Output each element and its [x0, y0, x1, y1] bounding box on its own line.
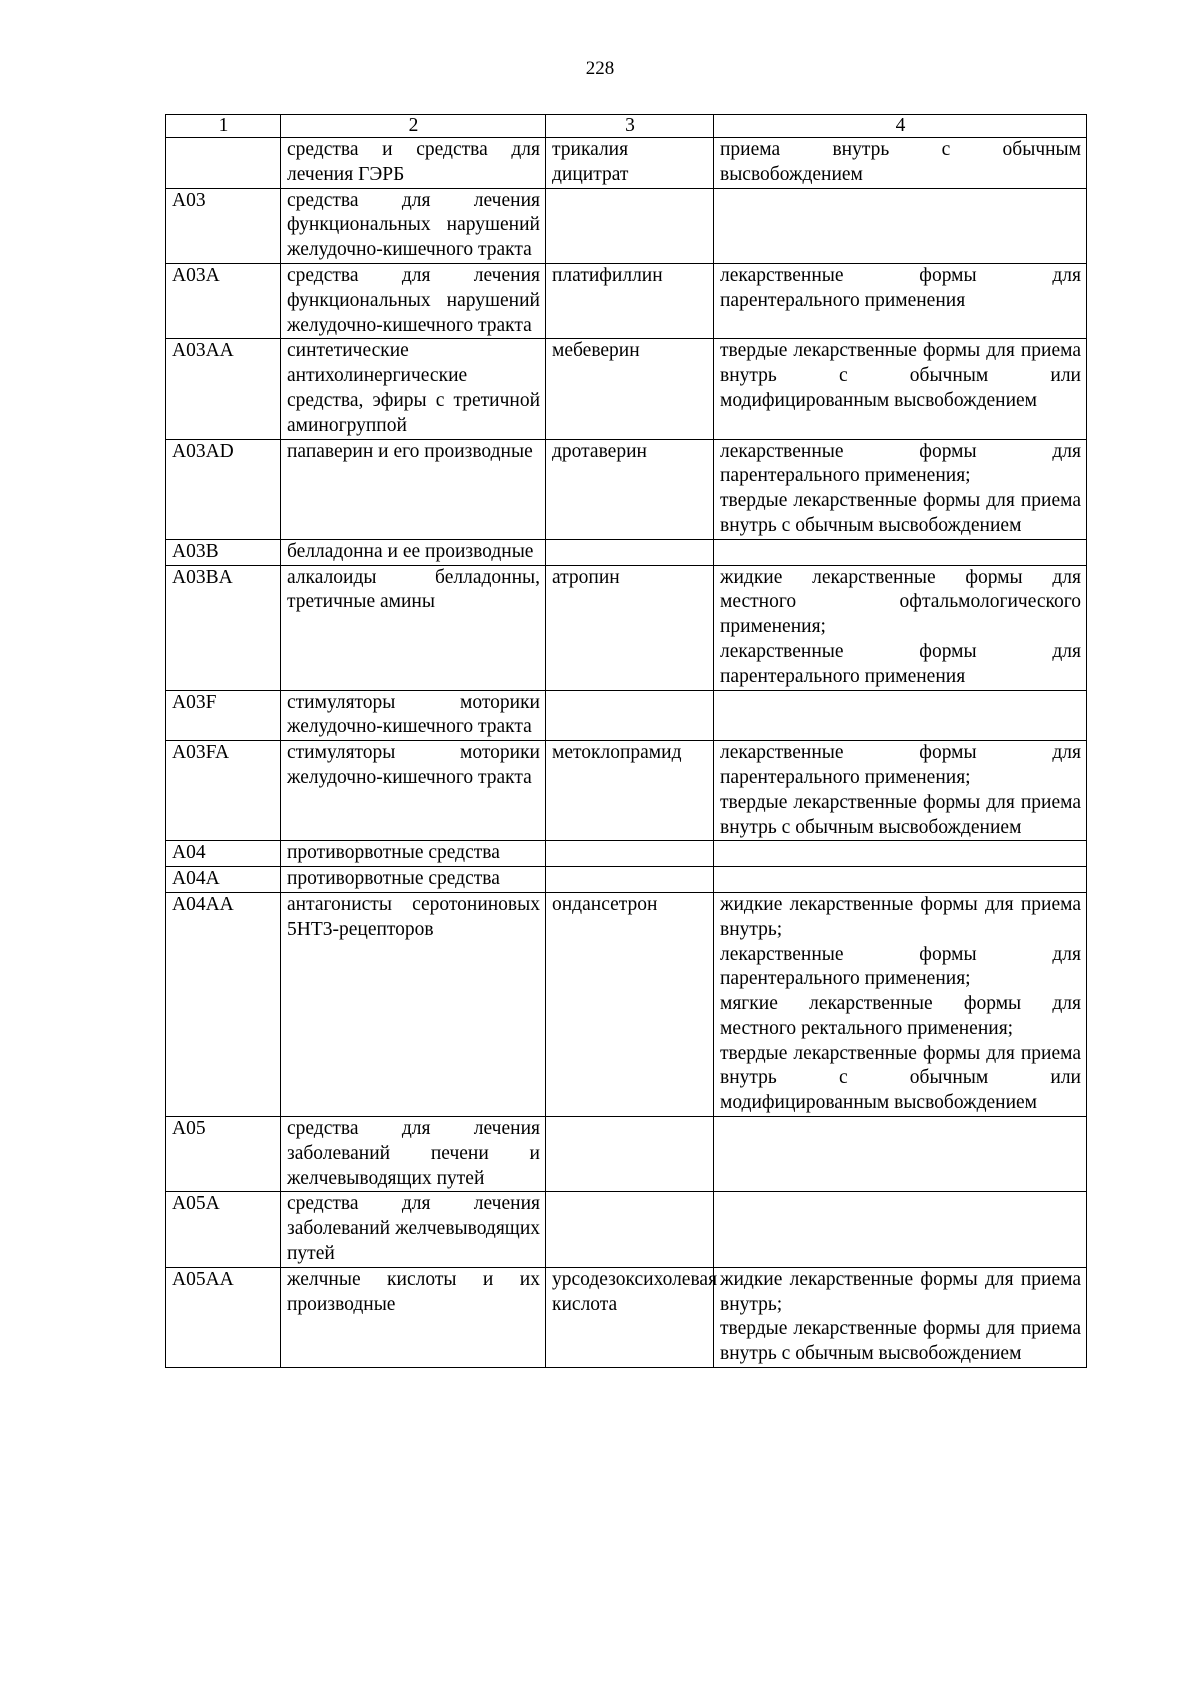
atc-code-cell: A03AA: [166, 339, 281, 439]
dosage-form-item: лекарственные формы для парентерального применения: [720, 640, 1081, 687]
dosage-form-item: лекарственные формы для парентерального применения;: [720, 440, 1081, 487]
dosage-form-item: лекарственные формы для парентерального применения;: [720, 943, 1081, 990]
anatomical-therapeutic-group-cell: антагонисты серотониновых 5HT3-рецепторов: [281, 892, 546, 1116]
dosage-forms-cell: [714, 867, 1087, 893]
drug-name-cell: трикалия дицитрат: [546, 138, 714, 189]
drug-name-cell: [546, 1117, 714, 1192]
anatomical-therapeutic-group-cell: алкалоиды белладонны, третичные амины: [281, 565, 546, 690]
atc-code-cell: A05A: [166, 1192, 281, 1267]
dosage-forms-cell: [714, 263, 1087, 338]
table-row: [166, 539, 1087, 565]
dosage-form-item: жидкие лекарственные формы для местного офтальмологического применения;: [720, 566, 1081, 638]
drug-name-cell: [546, 188, 714, 263]
atc-code-cell: A05: [166, 1117, 281, 1192]
drug-name-cell: мебеверин: [546, 339, 714, 439]
column-header-4: 4: [714, 115, 1087, 138]
column-header-1: 1: [166, 115, 281, 138]
anatomical-therapeutic-group-cell: средства для лечения функциональных нарушений желудочно-кишечного тракта: [281, 188, 546, 263]
dosage-forms-cell: [714, 539, 1087, 565]
table-row: [166, 188, 1087, 263]
drug-list-table: [165, 114, 1087, 1368]
dosage-form-item: твердые лекарственные формы для приема внутрь с обычным высвобождением: [720, 490, 1081, 536]
drug-name-cell: урсодезоксихолевая кислота: [546, 1267, 714, 1367]
drug-name-cell: платифиллин: [546, 263, 714, 338]
anatomical-therapeutic-group-cell: белладонна и ее производные: [281, 539, 546, 565]
anatomical-therapeutic-group-cell: папаверин и его производные: [281, 439, 546, 539]
atc-code-cell: A04A: [166, 867, 281, 893]
dosage-forms-cell: [714, 1192, 1087, 1267]
anatomical-therapeutic-group-cell: стимуляторы моторики желудочно-кишечного тракта: [281, 741, 546, 841]
anatomical-therapeutic-group-cell: средства для лечения заболеваний печени и желчевыводящих путей: [281, 1117, 546, 1192]
dosage-form-item: лекарственные формы для парентерального применения: [720, 264, 1081, 311]
dosage-forms-cell: [714, 138, 1087, 189]
table-row: [166, 841, 1087, 867]
table-row: [166, 741, 1087, 841]
drug-name-cell: [546, 841, 714, 867]
table-row: [166, 1267, 1087, 1367]
table-body: [166, 138, 1087, 1368]
header-row: [166, 115, 1087, 138]
anatomical-therapeutic-group-cell: стимуляторы моторики желудочно-кишечного тракта: [281, 690, 546, 741]
dosage-forms-cell: [714, 188, 1087, 263]
anatomical-therapeutic-group-cell: средства для лечения функциональных нарушений желудочно-кишечного тракта: [281, 263, 546, 338]
dosage-forms-cell: [714, 1117, 1087, 1192]
anatomical-therapeutic-group-cell: средства для лечения заболеваний желчевыводящих путей: [281, 1192, 546, 1267]
drug-name-cell: дротаверин: [546, 439, 714, 539]
atc-code-cell: [166, 138, 281, 189]
dosage-forms-cell: [714, 690, 1087, 741]
table-row: [166, 138, 1087, 189]
dosage-form-item: лекарственные формы для парентерального применения;: [720, 742, 1081, 788]
atc-code-cell: A03FA: [166, 741, 281, 841]
dosage-forms-cell: [714, 1267, 1087, 1367]
table-row: [166, 439, 1087, 539]
dosage-form-item: твердые лекарственные формы для приема внутрь с обычным высвобождением: [720, 1318, 1081, 1365]
table-row: [166, 1192, 1087, 1267]
table-header: [166, 115, 1087, 138]
dosage-forms-cell: [714, 841, 1087, 867]
anatomical-therapeutic-group-cell: противорвотные средства: [281, 867, 546, 893]
atc-code-cell: A03AD: [166, 439, 281, 539]
dosage-form-item: твердые лекарственные формы для приема внутрь с обычным высвобождением: [720, 791, 1081, 838]
page-number: 228: [585, 58, 615, 79]
table-row: [166, 690, 1087, 741]
dosage-form-item: мягкие лекарственные формы для местного ректального применения;: [720, 993, 1081, 1039]
dosage-form-item: твердые лекарственные формы для приема внутрь с обычным или модифицированным высвобождением: [720, 340, 1081, 411]
table-row: [166, 892, 1087, 1116]
dosage-forms-cell: [714, 565, 1087, 690]
atc-code-cell: A03F: [166, 690, 281, 741]
drug-name-cell: [546, 690, 714, 741]
drug-name-cell: атропин: [546, 565, 714, 690]
dosage-form-item: жидкие лекарственные формы для приема внутрь;: [720, 1268, 1081, 1315]
dosage-forms-cell: [714, 339, 1087, 439]
dosage-form-item: жидкие лекарственные формы для приема внутрь;: [720, 893, 1081, 940]
anatomical-therapeutic-group-cell: средства и средства для лечения ГЭРБ: [281, 138, 546, 189]
column-header-3: 3: [546, 115, 714, 138]
atc-code-cell: A03A: [166, 263, 281, 338]
table-row: [166, 1117, 1087, 1192]
dosage-form-item: твердые лекарственные формы для приема внутрь с обычным или модифицированным высвобождением: [720, 1042, 1081, 1114]
drug-name-cell: метоклопрамид: [546, 741, 714, 841]
drug-name-cell: [546, 867, 714, 893]
atc-code-cell: A03B: [166, 539, 281, 565]
drug-name-cell: [546, 1192, 714, 1267]
atc-code-cell: A03BA: [166, 565, 281, 690]
atc-code-cell: A05AA: [166, 1267, 281, 1367]
drug-name-cell: ондансетрон: [546, 892, 714, 1116]
atc-code-cell: A04: [166, 841, 281, 867]
table-row: [166, 263, 1087, 338]
dosage-form-item: приема внутрь с обычным высвобождением: [720, 139, 1081, 185]
dosage-forms-cell: [714, 741, 1087, 841]
table-row: [166, 867, 1087, 893]
anatomical-therapeutic-group-cell: противорвотные средства: [281, 841, 546, 867]
dosage-forms-cell: [714, 892, 1087, 1116]
anatomical-therapeutic-group-cell: синтетические антихолинергические средства, эфиры с третичной аминогруппой: [281, 339, 546, 439]
drug-name-cell: [546, 539, 714, 565]
column-header-2: 2: [281, 115, 546, 138]
atc-code-cell: A03: [166, 188, 281, 263]
table-row: [166, 565, 1087, 690]
anatomical-therapeutic-group-cell: желчные кислоты и их производные: [281, 1267, 546, 1367]
table-row: [166, 339, 1087, 439]
atc-code-cell: A04AA: [166, 892, 281, 1116]
dosage-forms-cell: [714, 439, 1087, 539]
